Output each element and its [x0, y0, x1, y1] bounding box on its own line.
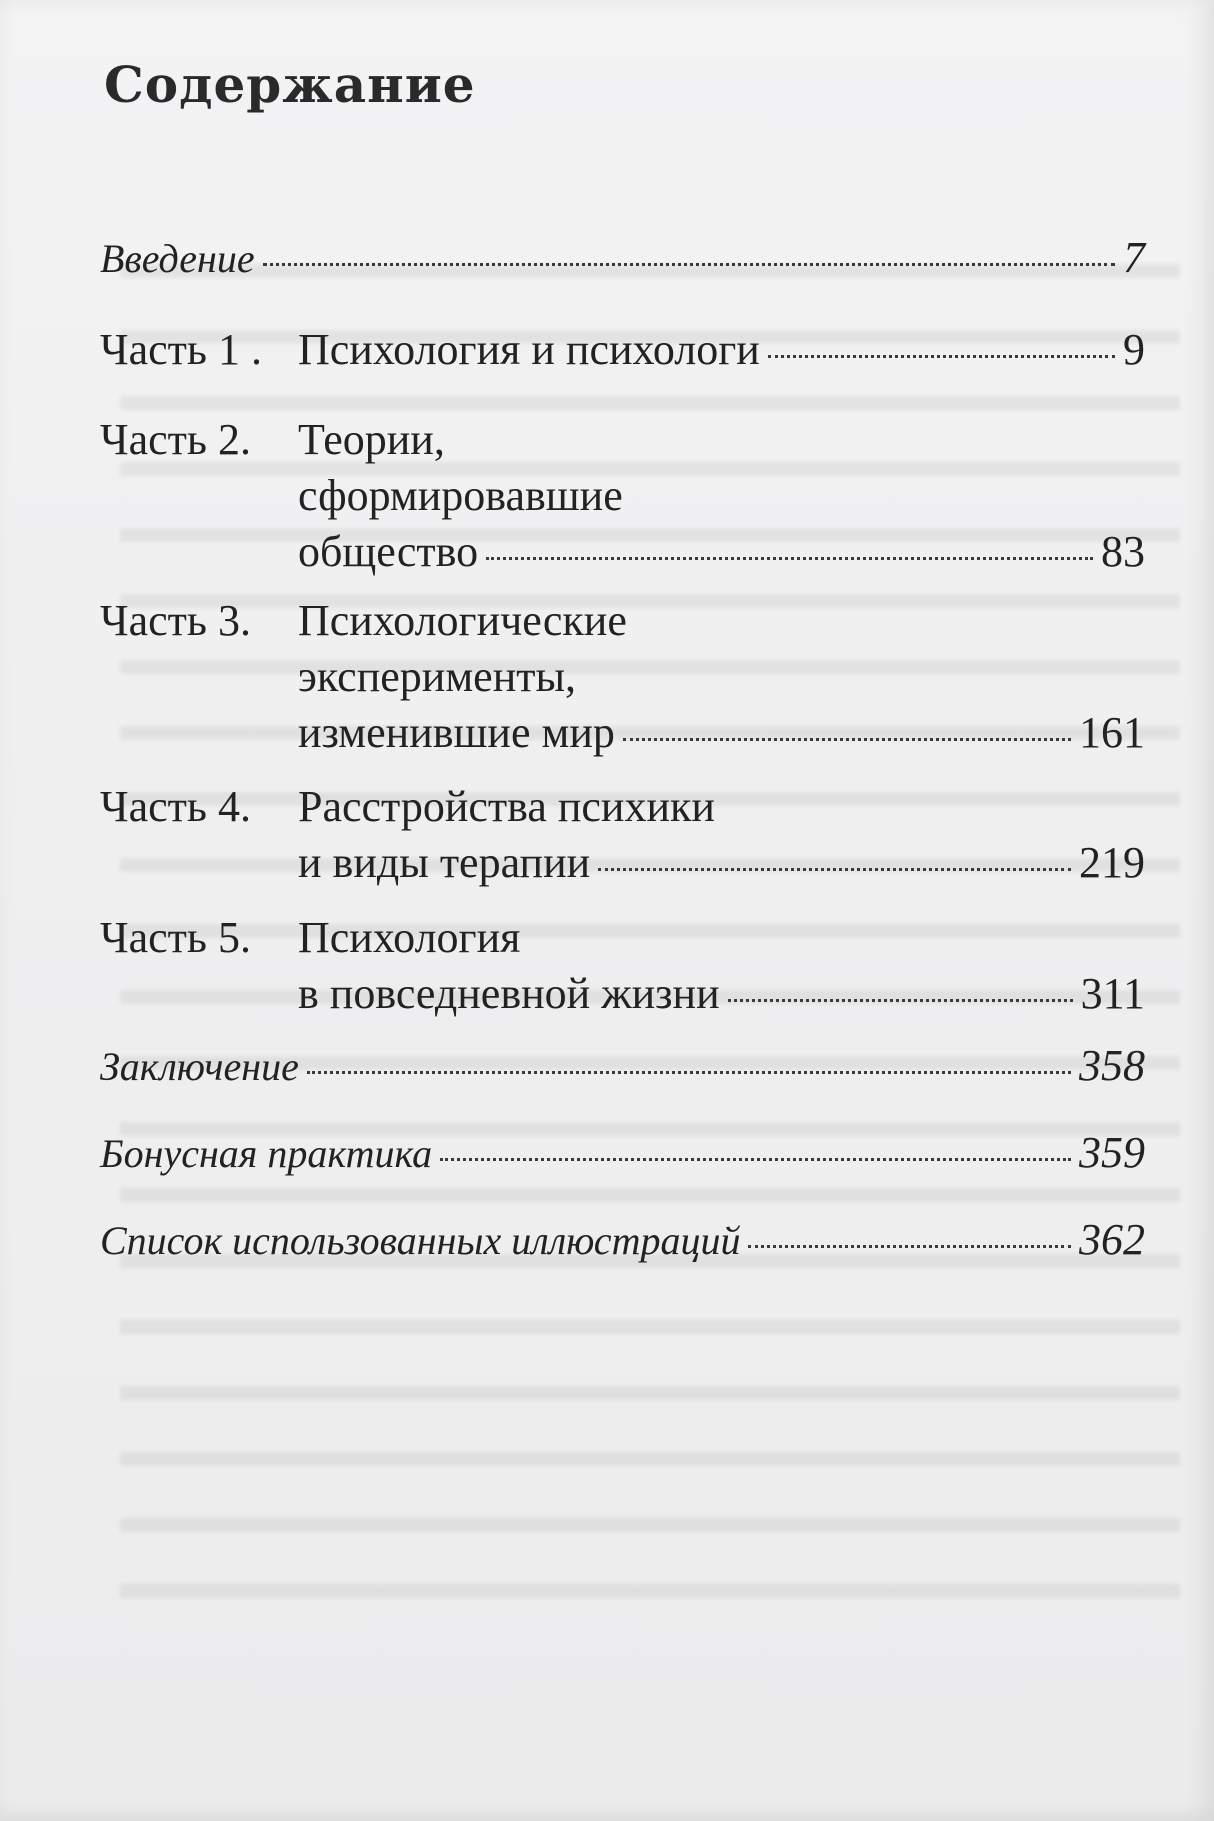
toc-entry [100, 779, 1145, 891]
toc-page-number: 161 [1079, 708, 1145, 757]
page-title: Содержание [104, 55, 476, 114]
toc-entry [100, 1212, 1145, 1269]
dot-leader [623, 738, 1071, 741]
dot-leader [748, 1245, 1071, 1248]
toc-page-number: 362 [1079, 1215, 1145, 1264]
dot-leader [728, 999, 1073, 1002]
toc-page-number: 219 [1079, 838, 1145, 887]
dot-leader [263, 263, 1115, 266]
toc-entry [100, 1038, 1145, 1095]
toc-page-number: 359 [1079, 1128, 1145, 1177]
dot-leader [307, 1071, 1071, 1074]
toc-page-number: 7 [1123, 233, 1145, 282]
toc-title-line: Психологические [298, 596, 627, 645]
toc-title-line: сформировавшие [298, 471, 623, 520]
toc-title-line: общество [298, 527, 479, 576]
dot-leader [486, 557, 1093, 560]
toc-entry [100, 322, 1145, 378]
toc-title-line: Список использованных иллюстраций [100, 1218, 741, 1263]
toc-part-number: Часть 5. [100, 913, 251, 962]
toc-entry [100, 593, 1145, 761]
toc-entry [100, 230, 1145, 287]
toc-title-line: Введение [100, 236, 255, 281]
toc-part-number: Часть 3. [100, 596, 251, 645]
toc-title-line: и виды терапии [298, 838, 591, 887]
toc-title-line: Теории, [298, 415, 445, 464]
toc-entry [100, 1125, 1145, 1182]
toc-entry [100, 910, 1145, 1022]
toc-title-line: эксперименты, [298, 652, 577, 701]
toc-part-number: Часть 1 . [100, 325, 262, 374]
dot-leader [768, 355, 1115, 358]
toc-title-line: Психология и психологи [298, 325, 760, 374]
dot-leader [598, 868, 1071, 871]
toc-page-number: 83 [1101, 527, 1145, 576]
toc-page-number: 311 [1080, 969, 1145, 1018]
toc-title-line: Расстройства психики [298, 782, 715, 831]
toc-title-line: в повседневной жизни [298, 969, 720, 1018]
toc-page-number: 358 [1079, 1041, 1145, 1090]
toc-title-line: изменившие мир [298, 708, 615, 757]
dot-leader [440, 1158, 1071, 1161]
toc-page-number: 9 [1123, 325, 1145, 374]
toc-title-line: Бонусная практика [100, 1131, 433, 1176]
toc-title-line: Психология [298, 913, 521, 962]
toc-entry [100, 412, 1145, 580]
toc-part-number: Часть 4. [100, 782, 251, 831]
toc-part-number: Часть 2. [100, 415, 251, 464]
toc-title-line: Заключение [100, 1044, 299, 1089]
